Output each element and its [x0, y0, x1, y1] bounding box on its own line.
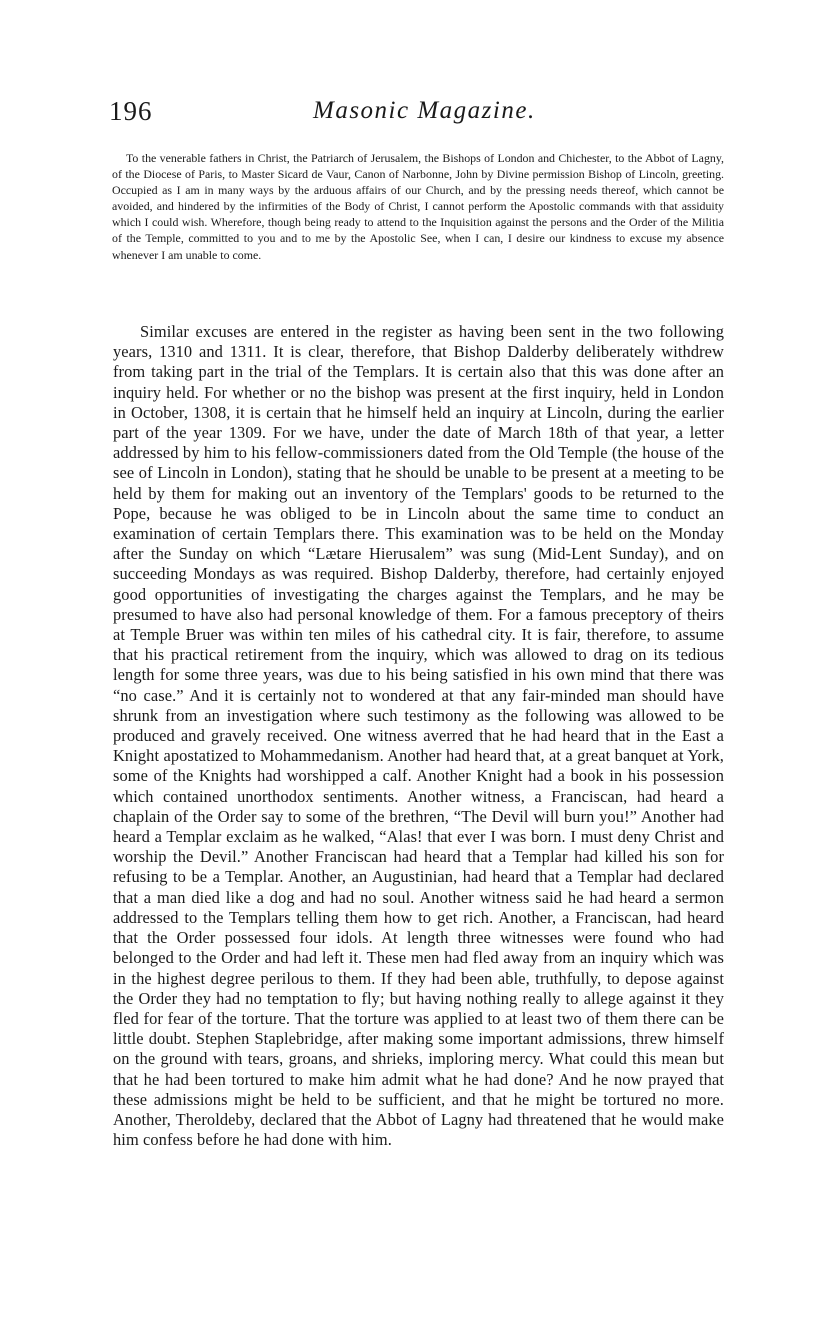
running-title: Masonic Magazine.: [313, 97, 536, 124]
body-paragraph: Similar excuses are entered in the register as having been sent in the two following years, 1310 and 1311. It is clear, therefore, that Bishop Dalderby deliberately withdrew from taking part in the trial of the Templars. It is certain also that this was done after an inquiry held. For whether or no the bishop was present at the first inquiry, held in London in October, 1308, it is certain that he himself held an inquiry at Lincoln, during the earlier part of the year 1309. For we have, under the date of March 18th of that year, a letter addressed by him to his fellow-commissioners dated from the Old Temple (the house of the see of Lincoln in London), stating that he should be unable to be present at a meeting to be held by them for making out an inventory of the Templars' goods to be returned to the Pope, because he was obliged to be in Lincoln about the same time to conduct an examination of certain Templars there. This examination was to be held on the Monday after the Sunday on which “Lætare Hierusalem” was sung (Mid-Lent Sunday), and on succeeding Mondays as was required. Bishop Dalderby, therefore, had certainly enjoyed good opportunities of investigating the charges against the Templars, and he may be presumed to have also had personal knowledge of them. For a famous preceptory of theirs at Temple Bruer was within ten miles of his cathedral city. It is fair, therefore, to assume that his practical retirement from the inquiry, which was allowed to drag on its tedious length for some three years, was due to his being satisfied in his own mind that there was “no case.” And it is certainly not to wondered at that any fair-minded man should have shrunk from an investigation where such testimony as the following was allowed to be produced and gravely received. One witness averred that he had heard that in the East a Knight apostatized to Mohammedanism. Another had heard that, at a great banquet at York, some of the Knights had worshipped a calf. Another Knight had a book in his possession which contained unorthodox sentiments. Another witness, a Franciscan, had heard a chaplain of the Order say to some of the brethren, “The Devil will burn you!” Another had heard a Templar exclaim as he walked, “Alas! that ever I was born. I must deny Christ and worship the Devil.” Another Franciscan had heard that a Templar had killed his son for refusing to be a Templar. Another, an Augustinian, had heard that a Templar had declared that a man died like a dog and had no soul. Another witness said he had heard a sermon addressed to the Templars telling them how to get rich. Another, a Franciscan, had heard that the Order possessed four idols. At length three witnesses were found who had belonged to the Order and had left it. These men had fled away from an inquiry which was in the highest degree perilous to them. If they had been able, truthfully, to depose against the Order they had no temptation to fly; but having nothing really to allege against it they fled for fear of the torture. That the torture was applied to at least two of them there can be little doubt. Stephen Staplebridge, after making some important admissions, threw himself on the ground with tears, groans, and shrieks, imploring mercy. What could this mean but that he had been tortured to make him admit what he had done? And he now prayed that these admissions might be held to be sufficient, and that he might be tortured no more. Another, Theroldeby, declared that the Abbot of Lagny had threatened that he would make him confess before he had done with him.: [113, 322, 724, 1150]
page-number: 196: [109, 96, 153, 126]
letter-quote-text: To the venerable fathers in Christ, the Patriarch of Jerusalem, the Bishops of London and Chichester, to the Abbot of Lagny, of the Diocese of Paris, to Master Sicard de Vaur, Canon of Narbonne, John by Divine permission Bishop of Lincoln, greeting. Occupied as I am in many ways by the arduous affairs of our Church, and by the pressing needs thereof, which cannot be avoided, and hindered by the infirmities of the Body of Christ, I cannot perform the Apostolic commands with that assiduity which I could wish. Wherefore, though being ready to attend to the Inquisition against the persons and the Order of the Militia of the Temple, committed to you and to me by the Apostolic See, when I can, I desire our kindness to excuse my absence whenever I am unable to come.: [112, 151, 724, 262]
letter-quote: [112, 150, 724, 263]
article-body: [113, 322, 724, 1150]
